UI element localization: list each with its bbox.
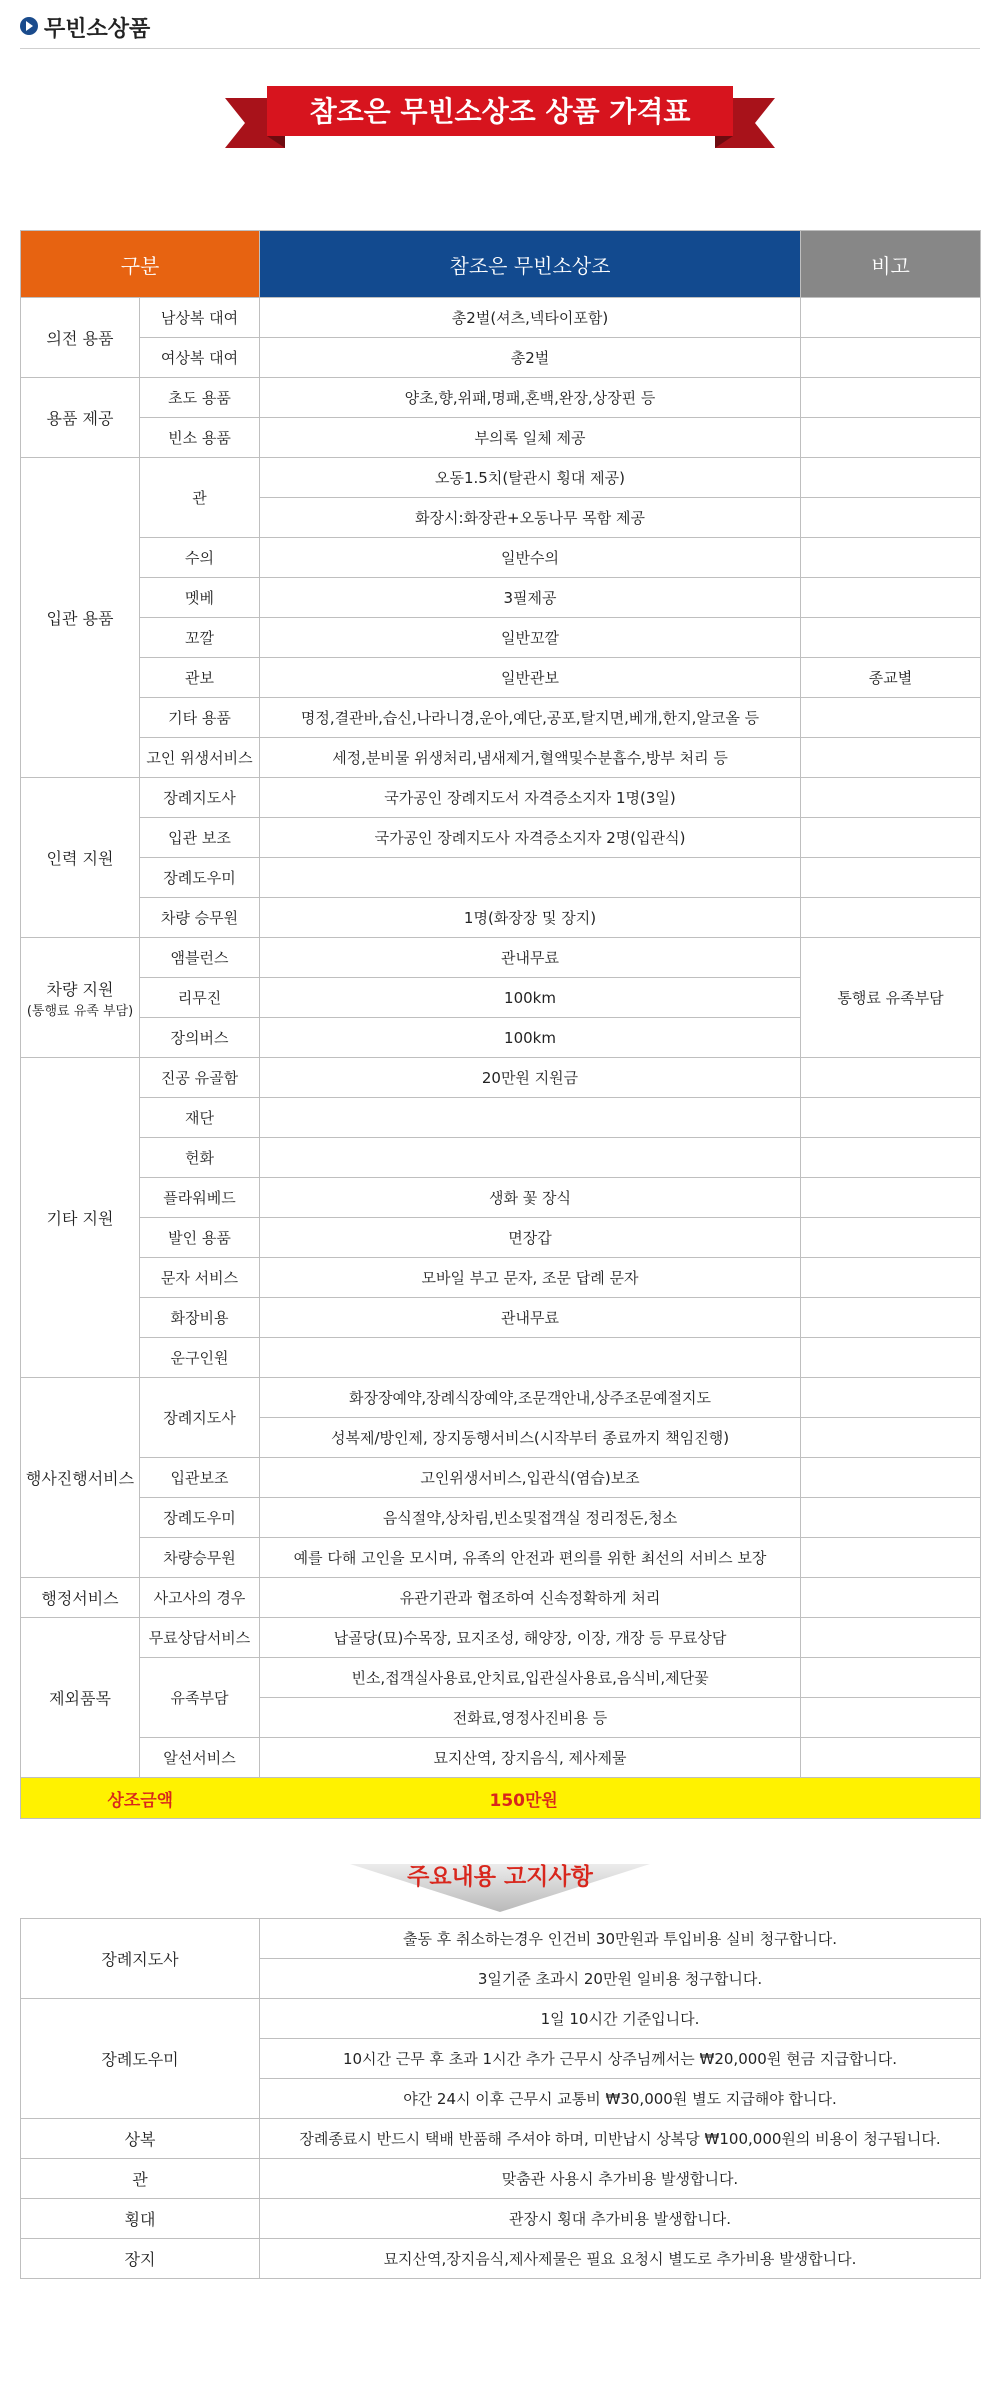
note-cell bbox=[801, 1698, 981, 1738]
table-row bbox=[21, 1138, 981, 1178]
value-cell: 빈소,접객실사용료,안치료,입관실사용료,음식비,제단꽃 bbox=[260, 1658, 801, 1698]
note-cell bbox=[801, 1658, 981, 1698]
notice-row bbox=[21, 1999, 981, 2039]
table-row bbox=[21, 658, 981, 698]
note-cell bbox=[801, 538, 981, 578]
value-cell: 고인위생서비스,입관식(염습)보조 bbox=[260, 1458, 801, 1498]
item-cell: 무료상담서비스 bbox=[140, 1618, 260, 1658]
value-cell: 화장장예약,장례식장예약,조문객안내,상주조문예절지도 bbox=[260, 1378, 801, 1418]
value-cell: 관내무료 bbox=[260, 1298, 801, 1338]
value-cell: 화장시:화장관+오동나무 목함 제공 bbox=[260, 498, 801, 538]
total-value: 150만원 bbox=[260, 1778, 981, 1819]
item-cell: 발인 용품 bbox=[140, 1218, 260, 1258]
value-cell: 1명(화장장 및 장지) bbox=[260, 898, 801, 938]
note-cell bbox=[801, 418, 981, 458]
table-row bbox=[21, 938, 981, 978]
item-cell: 재단 bbox=[140, 1098, 260, 1138]
item-cell: 꼬깔 bbox=[140, 618, 260, 658]
value-cell: 20만원 지원금 bbox=[260, 1058, 801, 1098]
value-cell: 국가공인 장례지도서 자격증소지자 1명(3일) bbox=[260, 778, 801, 818]
item-cell: 여상복 대여 bbox=[140, 338, 260, 378]
note-cell bbox=[801, 1738, 981, 1778]
table-row bbox=[21, 538, 981, 578]
page-title: 무빈소상품 bbox=[44, 17, 151, 42]
item-cell: 빈소 용품 bbox=[140, 418, 260, 458]
notice-text: 묘지산역,장지음식,제사제물은 필요 요청시 별도로 추가비용 발생합니다. bbox=[260, 2239, 981, 2279]
value-cell: 일반꼬깔 bbox=[260, 618, 801, 658]
category-cell: 행정서비스 bbox=[21, 1578, 140, 1618]
notice-category: 장례지도사 bbox=[21, 1919, 260, 1999]
note-cell bbox=[801, 1298, 981, 1338]
category-cell: 입관 용품 bbox=[21, 458, 140, 778]
notice-category: 장례도우미 bbox=[21, 1999, 260, 2119]
item-cell: 관 bbox=[140, 458, 260, 538]
note-cell bbox=[801, 1138, 981, 1178]
note-cell bbox=[801, 1098, 981, 1138]
notice-text: 3일기준 초과시 20만원 일비용 청구합니다. bbox=[260, 1959, 981, 1999]
table-row bbox=[21, 1538, 981, 1578]
notice-table bbox=[20, 1918, 981, 2279]
price-table bbox=[20, 230, 981, 1819]
item-cell: 앰블런스 bbox=[140, 938, 260, 978]
table-row bbox=[21, 698, 981, 738]
item-cell: 멧베 bbox=[140, 578, 260, 618]
notice-text: 야간 24시 이후 근무시 교통비 ₩30,000원 별도 지급해야 합니다. bbox=[260, 2079, 981, 2119]
item-cell: 알선서비스 bbox=[140, 1738, 260, 1778]
value-cell: 세정,분비물 위생처리,냄새제거,혈액및수분흡수,방부 처리 등 bbox=[260, 738, 801, 778]
item-cell: 화장비용 bbox=[140, 1298, 260, 1338]
value-cell: 일반관보 bbox=[260, 658, 801, 698]
item-cell: 장례도우미 bbox=[140, 858, 260, 898]
value-cell: 유관기관과 협조하여 신속정확하게 처리 bbox=[260, 1578, 801, 1618]
table-row bbox=[21, 1458, 981, 1498]
value-cell: 전화료,영정사진비용 등 bbox=[260, 1698, 801, 1738]
table-row bbox=[21, 1738, 981, 1778]
category-label: 차량 지원 bbox=[46, 979, 114, 999]
table-row bbox=[21, 298, 981, 338]
table-row bbox=[21, 1178, 981, 1218]
note-cell bbox=[801, 618, 981, 658]
notice-row bbox=[21, 1919, 981, 1959]
note-cell bbox=[801, 1338, 981, 1378]
table-row bbox=[21, 818, 981, 858]
notice-text: 출동 후 취소하는경우 인건비 30만원과 투입비용 실비 청구합니다. bbox=[260, 1919, 981, 1959]
category-cell: 제외품목 bbox=[21, 1618, 140, 1778]
value-cell: 100km bbox=[260, 1018, 801, 1058]
note-cell bbox=[801, 1538, 981, 1578]
note-cell bbox=[801, 578, 981, 618]
value-cell: 예를 다해 고인을 모시며, 유족의 안전과 편의를 위한 최선의 서비스 보장 bbox=[260, 1538, 801, 1578]
item-cell: 입관 보조 bbox=[140, 818, 260, 858]
note-cell bbox=[801, 1578, 981, 1618]
item-cell: 헌화 bbox=[140, 1138, 260, 1178]
item-cell: 리무진 bbox=[140, 978, 260, 1018]
value-cell: 국가공인 장례지도사 자격증소지자 2명(입관식) bbox=[260, 818, 801, 858]
category-cell: 기타 지원 bbox=[21, 1058, 140, 1378]
notice-category: 상복 bbox=[21, 2119, 260, 2159]
value-cell: 일반수의 bbox=[260, 538, 801, 578]
value-cell bbox=[260, 1338, 801, 1378]
notice-text: 맞춤관 사용시 추가비용 발생합니다. bbox=[260, 2159, 981, 2199]
note-cell bbox=[801, 378, 981, 418]
value-cell: 면장갑 bbox=[260, 1218, 801, 1258]
table-row bbox=[21, 338, 981, 378]
value-cell: 양초,향,위패,명패,혼백,완장,상장핀 등 bbox=[260, 378, 801, 418]
note-cell bbox=[801, 1178, 981, 1218]
notice-text: 관장시 횡대 추가비용 발생합니다. bbox=[260, 2199, 981, 2239]
value-cell bbox=[260, 1098, 801, 1138]
item-cell: 운구인원 bbox=[140, 1338, 260, 1378]
category-cell: 행사진행서비스 bbox=[21, 1378, 140, 1578]
table-row bbox=[21, 378, 981, 418]
category-sublabel: (통행료 유족 부담) bbox=[26, 1003, 134, 1019]
note-cell bbox=[801, 458, 981, 498]
category-cell: 인력 지원 bbox=[21, 778, 140, 938]
value-cell: 성복제/방인제, 장지동행서비스(시작부터 종료까지 책임진행) bbox=[260, 1418, 801, 1458]
table-row bbox=[21, 1498, 981, 1538]
value-cell: 100km bbox=[260, 978, 801, 1018]
table-row bbox=[21, 618, 981, 658]
value-cell: 명정,결관바,습신,나라니경,운아,예단,공포,탈지면,베개,한지,알코올 등 bbox=[260, 698, 801, 738]
table-row bbox=[21, 578, 981, 618]
item-cell: 진공 유골함 bbox=[140, 1058, 260, 1098]
item-cell: 입관보조 bbox=[140, 1458, 260, 1498]
table-row bbox=[21, 1218, 981, 1258]
value-cell bbox=[260, 858, 801, 898]
note-cell bbox=[801, 1618, 981, 1658]
table-row bbox=[21, 1658, 981, 1698]
table-row bbox=[21, 1378, 981, 1418]
item-cell: 문자 서비스 bbox=[140, 1258, 260, 1298]
header-category: 구분 bbox=[21, 231, 260, 298]
category-cell: 의전 용품 bbox=[21, 298, 140, 378]
note-cell bbox=[801, 498, 981, 538]
item-cell: 장례도우미 bbox=[140, 1498, 260, 1538]
item-cell: 사고사의 경우 bbox=[140, 1578, 260, 1618]
ribbon-title: 참조은 무빈소상조 상품 가격표 bbox=[309, 95, 691, 128]
item-cell: 장례지도사 bbox=[140, 778, 260, 818]
notice-row bbox=[21, 2239, 981, 2279]
notice-category: 관 bbox=[21, 2159, 260, 2199]
note-cell bbox=[801, 338, 981, 378]
header-main: 참조은 무빈소상조 bbox=[260, 231, 801, 298]
value-cell bbox=[260, 1138, 801, 1178]
item-cell: 남상복 대여 bbox=[140, 298, 260, 338]
table-row bbox=[21, 458, 981, 498]
item-cell: 수의 bbox=[140, 538, 260, 578]
notice-category: 장지 bbox=[21, 2239, 260, 2279]
value-cell: 부의록 일체 제공 bbox=[260, 418, 801, 458]
value-cell: 모바일 부고 문자, 조문 답례 문자 bbox=[260, 1258, 801, 1298]
note-cell bbox=[801, 738, 981, 778]
notice-row bbox=[21, 2119, 981, 2159]
page-header bbox=[20, 10, 980, 49]
notice-title: 주요내용 고지사항 bbox=[407, 1864, 593, 1890]
item-cell: 차량승무원 bbox=[140, 1538, 260, 1578]
table-row bbox=[21, 738, 981, 778]
note-cell bbox=[801, 298, 981, 338]
value-cell: 묘지산역, 장지음식, 제사제물 bbox=[260, 1738, 801, 1778]
item-cell: 고인 위생서비스 bbox=[140, 738, 260, 778]
table-row bbox=[21, 1258, 981, 1298]
notice-row bbox=[21, 2199, 981, 2239]
note-cell bbox=[801, 1218, 981, 1258]
table-row bbox=[21, 858, 981, 898]
note-cell bbox=[801, 1418, 981, 1458]
category-cell: 용품 제공 bbox=[21, 378, 140, 458]
total-row bbox=[21, 1778, 981, 1819]
value-cell: 오동1.5치(탈관시 횡대 제공) bbox=[260, 458, 801, 498]
table-row bbox=[21, 1058, 981, 1098]
notice-text: 장례종료시 반드시 택배 반품해 주셔야 하며, 미반납시 상복당 ₩100,000원의 비용이 청구됩니다. bbox=[260, 2119, 981, 2159]
category-cell bbox=[21, 938, 140, 1058]
total-label: 상조금액 bbox=[21, 1778, 260, 1819]
table-row bbox=[21, 1618, 981, 1658]
note-cell bbox=[801, 1498, 981, 1538]
table-row bbox=[21, 898, 981, 938]
title-ribbon bbox=[225, 78, 775, 170]
value-cell: 총2벌(셔츠,넥타이포함) bbox=[260, 298, 801, 338]
notice-row bbox=[21, 2159, 981, 2199]
item-cell: 관보 bbox=[140, 658, 260, 698]
notice-text: 10시간 근무 후 초과 1시간 추가 근무시 상주님께서는 ₩20,000원 현금 지급합니다. bbox=[260, 2039, 981, 2079]
note-cell: 통행료 유족부담 bbox=[801, 938, 981, 1058]
item-cell: 초도 용품 bbox=[140, 378, 260, 418]
item-cell: 플라워베드 bbox=[140, 1178, 260, 1218]
note-cell bbox=[801, 898, 981, 938]
note-cell: 종교별 bbox=[801, 658, 981, 698]
note-cell bbox=[801, 818, 981, 858]
note-cell bbox=[801, 778, 981, 818]
table-row bbox=[21, 1578, 981, 1618]
value-cell: 3필제공 bbox=[260, 578, 801, 618]
table-row bbox=[21, 1298, 981, 1338]
note-cell bbox=[801, 698, 981, 738]
value-cell: 관내무료 bbox=[260, 938, 801, 978]
item-cell: 기타 용품 bbox=[140, 698, 260, 738]
table-row bbox=[21, 1338, 981, 1378]
item-cell: 유족부담 bbox=[140, 1658, 260, 1738]
notice-text: 1일 10시간 기준입니다. bbox=[260, 1999, 981, 2039]
value-cell: 납골당(묘)수목장, 묘지조성, 해양장, 이장, 개장 등 무료상담 bbox=[260, 1618, 801, 1658]
note-cell bbox=[801, 858, 981, 898]
note-cell bbox=[801, 1458, 981, 1498]
item-cell: 장의버스 bbox=[140, 1018, 260, 1058]
value-cell: 총2벌 bbox=[260, 338, 801, 378]
note-cell bbox=[801, 1258, 981, 1298]
value-cell: 음식절약,상차림,빈소및접객실 정리정돈,청소 bbox=[260, 1498, 801, 1538]
bullet-arrow-icon bbox=[20, 17, 38, 35]
value-cell: 생화 꽃 장식 bbox=[260, 1178, 801, 1218]
item-cell: 장례지도사 bbox=[140, 1378, 260, 1458]
note-cell bbox=[801, 1378, 981, 1418]
table-row bbox=[21, 1098, 981, 1138]
notice-category: 횡대 bbox=[21, 2199, 260, 2239]
table-row bbox=[21, 418, 981, 458]
header-note: 비고 bbox=[801, 231, 981, 298]
item-cell: 차량 승무원 bbox=[140, 898, 260, 938]
note-cell bbox=[801, 1058, 981, 1098]
table-row bbox=[21, 778, 981, 818]
